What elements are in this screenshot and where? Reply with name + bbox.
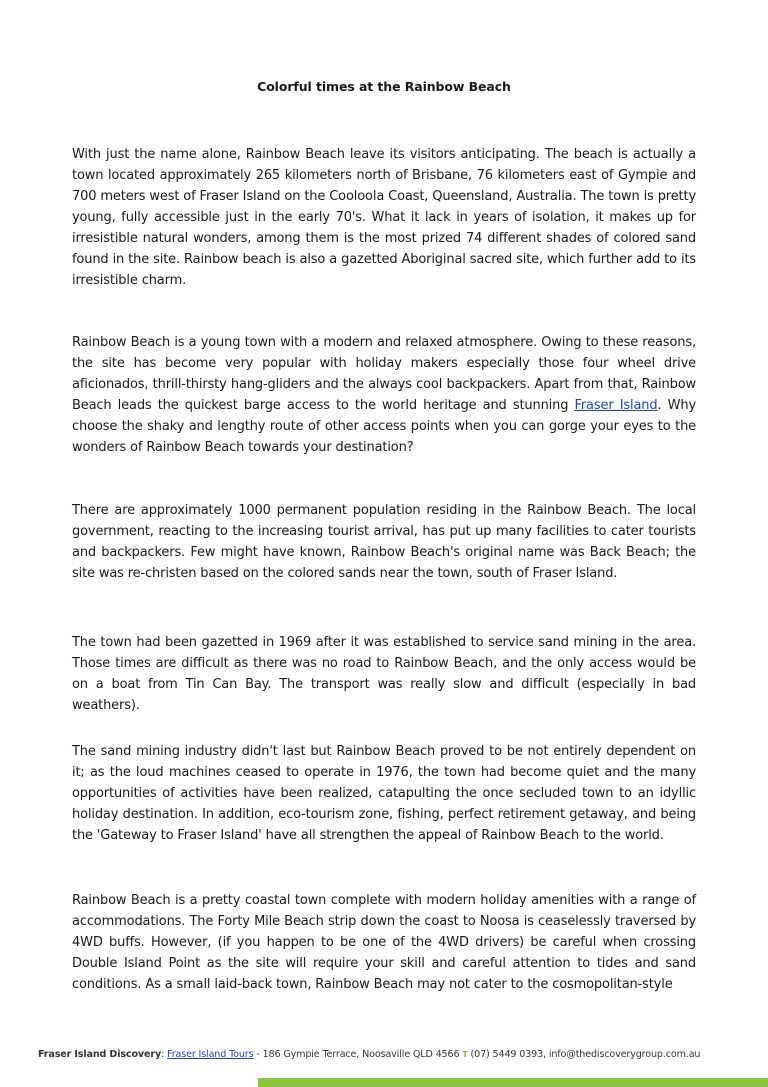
footer-brand: Fraser Island Discovery: [38, 1049, 162, 1060]
fraser-island-link[interactable]: Fraser Island: [574, 398, 658, 413]
footer-separator: :: [161, 1049, 168, 1060]
paragraph-text-before-link: Rainbow Beach is a young town with a modern and relaxed atmosphere. Owing to these reasons, the site has become very popular with holiday makers especially those four wheel drive aficionados, thrill-thirsty hang-gliders and the always cool backpackers. Apart from that, Rainbow Beach leads the quickest barge access to the world heritage and stunning: [72, 335, 696, 413]
document-title: Colorful times at the Rainbow Beach: [257, 79, 511, 94]
paragraph-history: The town had been gazetted in 1969 after it was established to service sand mining in the area. Those times are difficult as there was no road to Rainbow Beach, and the only access would be on a boat from Tin Can Bay. The transport was really slow and difficult (especially in bad weathers).: [72, 635, 696, 713]
page-footer: [38, 1049, 738, 1060]
paragraph-young-town: [72, 332, 696, 458]
footer-tours-link[interactable]: Fraser Island Tours: [167, 1049, 254, 1060]
paragraph-text-after-link: . Why choose the shaky and lengthy route of other access points when you can gorge your eyes to the wonders of Rainbow Beach towards your destination?: [72, 398, 696, 455]
footer-accent-bar: [258, 1078, 768, 1087]
footer-address: - 186 Gympie Terrace, Noosaville QLD 4566: [253, 1049, 463, 1060]
paragraph-intro: With just the name alone, Rainbow Beach leave its visitors anticipating. The beach is actually a town located approximately 265 kilometers north of Brisbane, 76 kilometers east of Gympie and 700 meters west of Fraser Island on the Cooloola Coast, Queensland, Australia. The town is pretty young, fully accessible just in the early 70's. What it lack in years of isolation, it makes up for irresistible natural wonders, among them is the most prized 74 different shades of colored sand found in the site. Rainbow beach is also a gazetted Aboriginal sacred site, which further add to its irresistible charm.: [72, 147, 696, 288]
paragraph-sand-mining: The sand mining industry didn't last but Rainbow Beach proved to be not entirely dependent on it; as the loud machines ceased to operate in 1976, the town had become quiet and the many opportunities of activities have been realized, catapulting the once secluded town to an idyllic holiday destination. In addition, eco-tourism zone, fishing, perfect retirement getaway, and being the 'Gateway to Fraser Island' have all strengthen the appeal of Rainbow Beach to the world.: [72, 744, 696, 843]
footer-contact: (07) 5449 0393, info@thediscoverygroup.com.au: [467, 1049, 701, 1060]
phone-marker-icon: T: [462, 1050, 468, 1059]
paragraph-population: There are approximately 1000 permanent population residing in the Rainbow Beach. The local government, reacting to the increasing tourist arrival, has put up many facilities to cater tourists and backpackers. Few might have known, Rainbow Beach's original name was Back Beach; the site was re-christen based on the colored sands near the town, south of Fraser Island.: [72, 503, 696, 581]
paragraph-coastal-town: Rainbow Beach is a pretty coastal town complete with modern holiday amenities with a range of accommodations. The Forty Mile Beach strip down the coast to Noosa is ceaselessly traversed by 4WD buffs. However, (if you happen to be one of the 4WD drivers) be careful when crossing Double Island Point as the site will require your skill and careful attention to tides and sand conditions. As a small laid-back town, Rainbow Beach may not cater to the cosmopolitan-style: [72, 893, 696, 992]
